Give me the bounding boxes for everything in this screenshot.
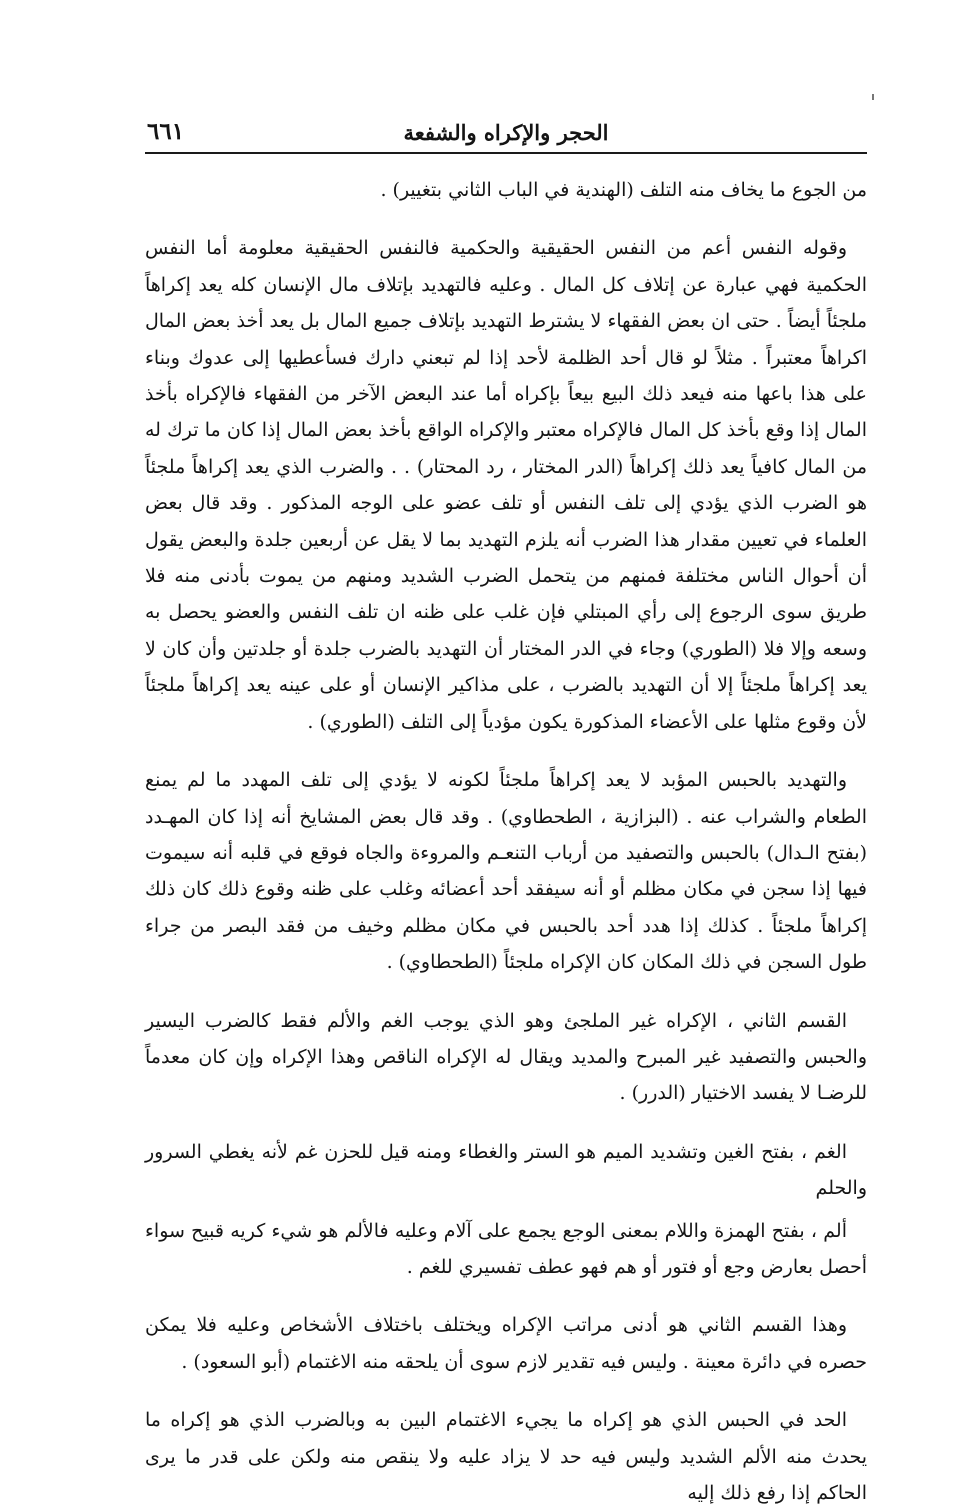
paragraph-second-category: القسم الثاني ، الإكراه غير الملجئ وهو الذي يوجب الغم والألم فقط كالضرب اليسير والحبس والتصفيد غير المبرح والمديد ويقال له الإكراه الناقص وهذا الإكراه وإن كان معدماً للرضـا لا يفسد الاختيار (الدرر) . — [145, 1009, 867, 1105]
running-title: الحجر والإكراه والشفعة — [403, 120, 609, 145]
paragraph-limit-of-prison: الحد في الحبس الذي هو إكراه ما يجيء الاغتمام البين به وبالضرب الذي هو إكراه ما يحدث منه الألم الشديد وليس فيه حد لا يزاد عليه ولا ينقص منه ولكن على قدر ما يرى الحاكم إذا رفع ذلك إليه — [145, 1409, 867, 1504]
page-number: ٦٦١ — [147, 118, 185, 145]
paragraph-lowest-rank: وهذا القسم الثاني هو أدنى مراتب الإكراه ويختلف باختلاف الأشخاص وعليه فلا يمكن حصره في دائرة معينة . وليس فيه تقدير لازم سوى أن يلحقه منه الاغتمام (أبو السعود) . — [145, 1314, 867, 1373]
book-page — [145, 108, 867, 1504]
paragraph-continuation: من الجوع ما يخاف منه التلف (الهندية في الباب الثاني بتغيير) . — [380, 179, 867, 201]
paragraph-imprisonment: والتهديد بالحبس المؤبد لا يعد إكراهاً ملجئاً لكونه لا يؤدي إلى تلف المهدد ما لم يمنع الطعام والشراب عنه . (البزازية ، الطحطاوي) . وقد قال بعض المشايخ أنه إذا كان المهـدد (بفتح الـدال) بالحبس والتصفيد من أرباب التنعـم والمروءة والجاه فوقع في قلبه أنه سيموت فيها إذا سجن في مكان مظلم أو أنه سيفقد أحد أعضائه وغلب على ظنه وقوع ذلك كان ذلك إكراهاً ملجئاً . كذلك إذا هدد أحد بالحبس في مكان مظلم وخيف من فقد البصر من جراء طول السجن في ذلك المكان كان الإكراه ملجئاً (الطحطاوي) . — [145, 769, 867, 974]
paragraph-definition-ghamm: الغم ، بفتح الغين وتشديد الميم هو الستر والغطاء ومنه قيل للحزن غم لأنه يغطي السرور والحلم — [145, 1140, 867, 1200]
page-body — [145, 172, 867, 1511]
paragraph-definition-alam: ألم ، بفتح الهمزة واللام بمعنى الوجع يجمع على آلام وعليه فالألم هو شيء كريه قبيح سواء أحصل بعارض وجع أو فتور أو هم فهو عطف تفسيري للغم . — [145, 1219, 867, 1278]
margin-tick — [872, 94, 874, 100]
paragraph-hukmi-self: وقوله النفس أعم من النفس الحقيقية والحكمية فالنفس الحقيقية معلومة أما النفس الحكمية فهي عبارة عن إتلاف كل المال . وعليه فالتهديد بإتلاف مال الإنسان كله يعد إكراهاً ملجئاً أيضاً . حتى ان بعض الفقهاء لا يشترط التهديد بإتلاف جميع المال بل يعد أخذ بعض المال اكراهاً معتبراً . مثلاً لو قال أحد الظلمة لأحد إذا لم تبعني دارك فسأعطيها إلى عدوك وبناء على هذا باعها منه فيعد ذلك البيع بيعاً بإكراه أما عند البعض الآخر من الفقهاء فالإكراه بأخذ المال إذا وقع بأخذ كل المال فالإكراه معتبر والإكراه الواقع بأخذ بعض المال إذا كان ما ترك له من المال كافياً يعد ذلك إكراهاً (الدر المختار ، رد المحتار) . . والضرب الذي يعد إكراهاً ملجئاً هو الضرب الذي يؤدي إلى تلف النفس أو تلف عضو على الوجه المذكور . وقد قال بعض العلماء في تعيين مقدار هذا الضرب أنه يلزم التهديد بما لا يقل عن أربعين جلدة والبعض يقول أن أحوال الناس مختلفة فمنهم من يتحمل الضرب الشديد ومنهم من يموت بأدنى منه فلا طريق سوى الرجوع إلى رأي المبتلي فإن غلب على ظنه ان تلف النفس والعضو يحصل به وسعه وإلا فلا (الطوري) وجاء في الدر المختار أن التهديد بالضرب جلدة أو جلدتين وأن كان لا يعد إكراهاً ملجئاً إلا أن التهديد بالضرب ، على مذاكير الإنسان أو على عينه يعد إكراهاً ملجئاً لأن وقوع مثلها على الأعضاء المذكورة يكون مؤدياً إلى التلف (الطوري) . — [145, 237, 867, 733]
page-header — [145, 108, 867, 154]
